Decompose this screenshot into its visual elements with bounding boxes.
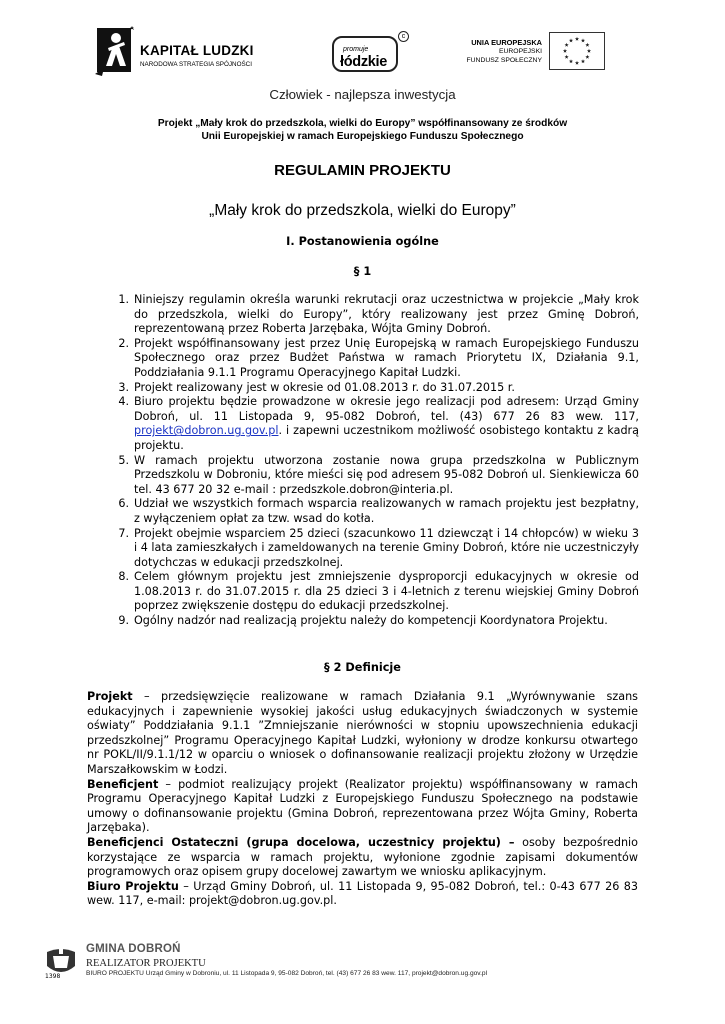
list-item-number: 5 . — [109, 454, 129, 469]
eu-star-icon — [569, 38, 573, 42]
footer-biuro-address: BIURO PROJEKTU Urząd Gminy w Dobroniu, ul. 11 Listopada 9, 95-082 Dobroń, tel. (43) 677 26 83 wew. 117, projekt@dobron.ug.gov.pl — [86, 970, 488, 977]
promuje-lodzkie-logo — [332, 31, 412, 75]
lodzkie-label: łódzkie — [340, 54, 388, 70]
list-item-text: Ogólny nadzór nad realizacją projektu należy do kompetencji Koordynatora Projektu. — [134, 614, 608, 628]
list-item — [109, 527, 639, 571]
list-item-text: Projekt obejmie wsparciem 25 dzieci (szacunkowo 11 dziewcząt i 14 chłopców) w wieku 3 i 4 lata zamieszkałych i zameldowanych na terenie Gminy Dobroń, które nie uczestniczyły dotychczas w edukacji przedszkolnej. — [134, 526, 639, 569]
eu-star-icon — [563, 49, 567, 53]
realizator-label: REALIZATOR PROJEKTU — [86, 958, 206, 969]
project-name: „Mały krok do przedszkola, wielki do Europy” — [209, 202, 516, 219]
eu-star-icon — [569, 59, 573, 63]
kapital-ludzki-logo — [94, 24, 264, 80]
definition-text: – przedsięwzięcie realizowane w ramach Działania 9.1 „Wyrównywanie szans edukacyjnych i zapewnienie wysokiej jakości usług edukacyjnych świadczonych w systemie oświaty” Poddziałania 9.1.1 ”Zmniejszanie nierówności w stopniu upowszechnienia edukacji przedszkolnej” Programu Operacyjnego Kapitał Ludzki, wyłoniony w drodze konkursu otwartego nr POKL/II/9.1.1/12 w oparciu o wniosek o dofinansowanie realizacji projektu złożony w Urzędzie Marszałkowskim w Łodzi. — [87, 690, 638, 776]
eu-line-1: UNIA EUROPEJSKA — [471, 38, 542, 47]
motto: Człowiek - najlepsza inwestycja — [269, 87, 456, 102]
list-item — [109, 454, 639, 498]
section-heading-general: I. Postanowienia ogólne — [286, 235, 439, 248]
eu-star-icon — [581, 59, 585, 63]
eu-star-icon — [565, 43, 569, 47]
document-title: REGULAMIN PROJEKTU — [274, 162, 451, 179]
copyright-icon: c — [398, 31, 409, 42]
definition-text: – podmiot realizujący projekt (Realizator projektu) współfinansowany w ramach Programu Operacyjnego Kapitał Ludzki z Europejskiego Funduszu Społecznego na podstawie umowy o dofinansowanie projektu (Gmina Dobroń, reprezentowana przez Wójta Gminy, Roberta Jarzębaka). — [87, 777, 638, 835]
list-item — [109, 614, 639, 629]
kapital-ludzki-subtitle: NARODOWA STRATEGIA SPÓJNOŚCI — [140, 61, 252, 68]
eu-star-icon — [587, 49, 591, 53]
list-item-text: Niniejszy regulamin określa warunki rekrutacji oraz uczestnictwa w projekcie „Mały krok do przedszkola, wielki do Europy”, który realizowany jest przez Gminę Dobroń, reprezentowaną przez Roberta Jarzębaka, Wójta Gminy Dobroń. — [134, 293, 639, 336]
section-heading-definitions: § 2 Definicje — [324, 661, 401, 674]
paragraph-1-heading: § 1 — [353, 265, 372, 278]
eu-star-icon — [581, 38, 585, 42]
promuje-label: promuje — [343, 46, 369, 53]
definition-projekt — [87, 690, 638, 778]
list-item-text: W ramach projektu utworzona zostanie nowa grupa przedszkolna w Publicznym Przedszkolu w Dobroniu, które mieści się pod adresem 95-082 Dobroń ul. Sienkiewicza 60 tel. 43 677 20 32 e-mail : przedszkole.dobron@interia.pl. — [134, 453, 639, 496]
project-line-1: Projekt „Mały krok do przedszkola, wielki do Europy” współfinansowany ze środków — [157, 118, 568, 129]
list-item-text: . i zapewni uczestnikom możliwość osobistego kontaktu z kadrą projektu. — [134, 424, 639, 452]
list-item — [109, 293, 639, 337]
list-item-text: Udział we wszystkich formach wsparcia realizowanych w ramach projektu jest bezpłatny, z wyłączeniem opłat za tzw. wsad do kotła. — [134, 497, 639, 525]
list-item-text: Projekt realizowany jest w okresie od 01.08.2013 r. do 31.07.2015 r. — [134, 380, 515, 394]
definition-text: – Urząd Gminy Dobroń, ul. 11 Listopada 9, 95-082 Dobroń, tel.: 0-43 677 26 83 wew. 117, e-mail: projekt@dobron.ug.gov.pl. — [87, 879, 638, 908]
kapital-ludzki-title: KAPITAŁ LUDZKI — [140, 43, 254, 58]
eu-logo-text — [458, 38, 542, 65]
list-item-number: 1 . — [109, 293, 129, 308]
gmina-name: GMINA DOBROŃ — [86, 943, 181, 955]
list-item-text: Projekt współfinansowany jest przez Unię Europejską w ramach Europejskiego Funduszu Społecznego oraz przez Budżet Państwa w ramach Priorytetu IX, Działania 9.1, Poddziałania 9.1.1 Programu Operacyjnego Kapitał Ludzki. — [134, 336, 639, 379]
list-item — [109, 395, 639, 453]
list-item-number: 3 . — [109, 381, 129, 396]
definitions-section — [87, 690, 638, 909]
list-item — [109, 497, 639, 526]
list-item-number: 4 . — [109, 395, 129, 410]
definition-term: Projekt — [87, 690, 133, 703]
project-email-link[interactable]: projekt@dobron.ug.gov.pl — [134, 424, 279, 438]
eu-line-2: EUROPEJSKI — [498, 48, 542, 55]
list-item-text: Celem głównym projektu jest zmniejszenie dysproporcji edukacyjnych w okresie od 1.08.2013 r. do 31.07.2015 r. dla 25 dzieci 3 i 4-letnich z terenu wiejskiej Gminy Dobroń poprzez zwiększenie dostępu do edukacji przedszkolnej. — [134, 570, 639, 613]
definition-beneficjenci — [87, 836, 638, 880]
eu-line-3: FUNDUSZ SPOŁECZNY — [466, 57, 542, 64]
list-item — [109, 381, 639, 396]
definition-term: Beneficjenci Ostateczni (grupa docelowa, uczestnicy projektu) – — [87, 835, 515, 849]
list-item-text: Biuro projektu będzie prowadzone w okresie jego realizacji pod adresem: Urząd Gminy Dobroń, ul. 11 Listopada 9, 95-082 Dobroń, tel. (43) 677 26 83 wew. 117, — [134, 395, 639, 423]
regulation-list — [109, 293, 639, 629]
lodzkie-frame — [332, 36, 398, 72]
definition-beneficjent — [87, 778, 638, 836]
list-item-number: 6 . — [109, 497, 129, 512]
list-item-number: 8 . — [109, 570, 129, 585]
eu-star-icon — [585, 55, 589, 59]
definition-term: Biuro Projektu — [87, 879, 179, 893]
definition-term: Beneficjent — [87, 777, 159, 791]
list-item — [109, 570, 639, 614]
gmina-logo-year: 1398 — [45, 973, 61, 980]
eu-flag-icon — [549, 32, 605, 70]
gmina-coat-of-arms-icon — [43, 944, 79, 980]
definition-biuro — [87, 880, 638, 909]
list-item-number: 9 . — [109, 614, 129, 629]
eu-star-icon — [565, 55, 569, 59]
project-line-2: Unii Europejskiej w ramach Europejskiego Funduszu Społecznego — [201, 131, 524, 142]
eu-star-icon — [585, 43, 589, 47]
list-item-number: 7 . — [109, 527, 129, 542]
list-item-number: 2 . — [109, 337, 129, 352]
definition-text: osoby bezpośrednio korzystające ze wsparcia w ramach projektu, wyłonione zgodnie zapisami dokumentów programowych oraz opisem grupy docelowej zawartym we wniosku aplikacyjnym. — [87, 835, 638, 879]
eu-star-icon — [575, 61, 579, 65]
kapital-ludzki-emblem-icon — [94, 24, 138, 80]
list-item — [109, 337, 639, 381]
eu-star-icon — [575, 37, 579, 41]
